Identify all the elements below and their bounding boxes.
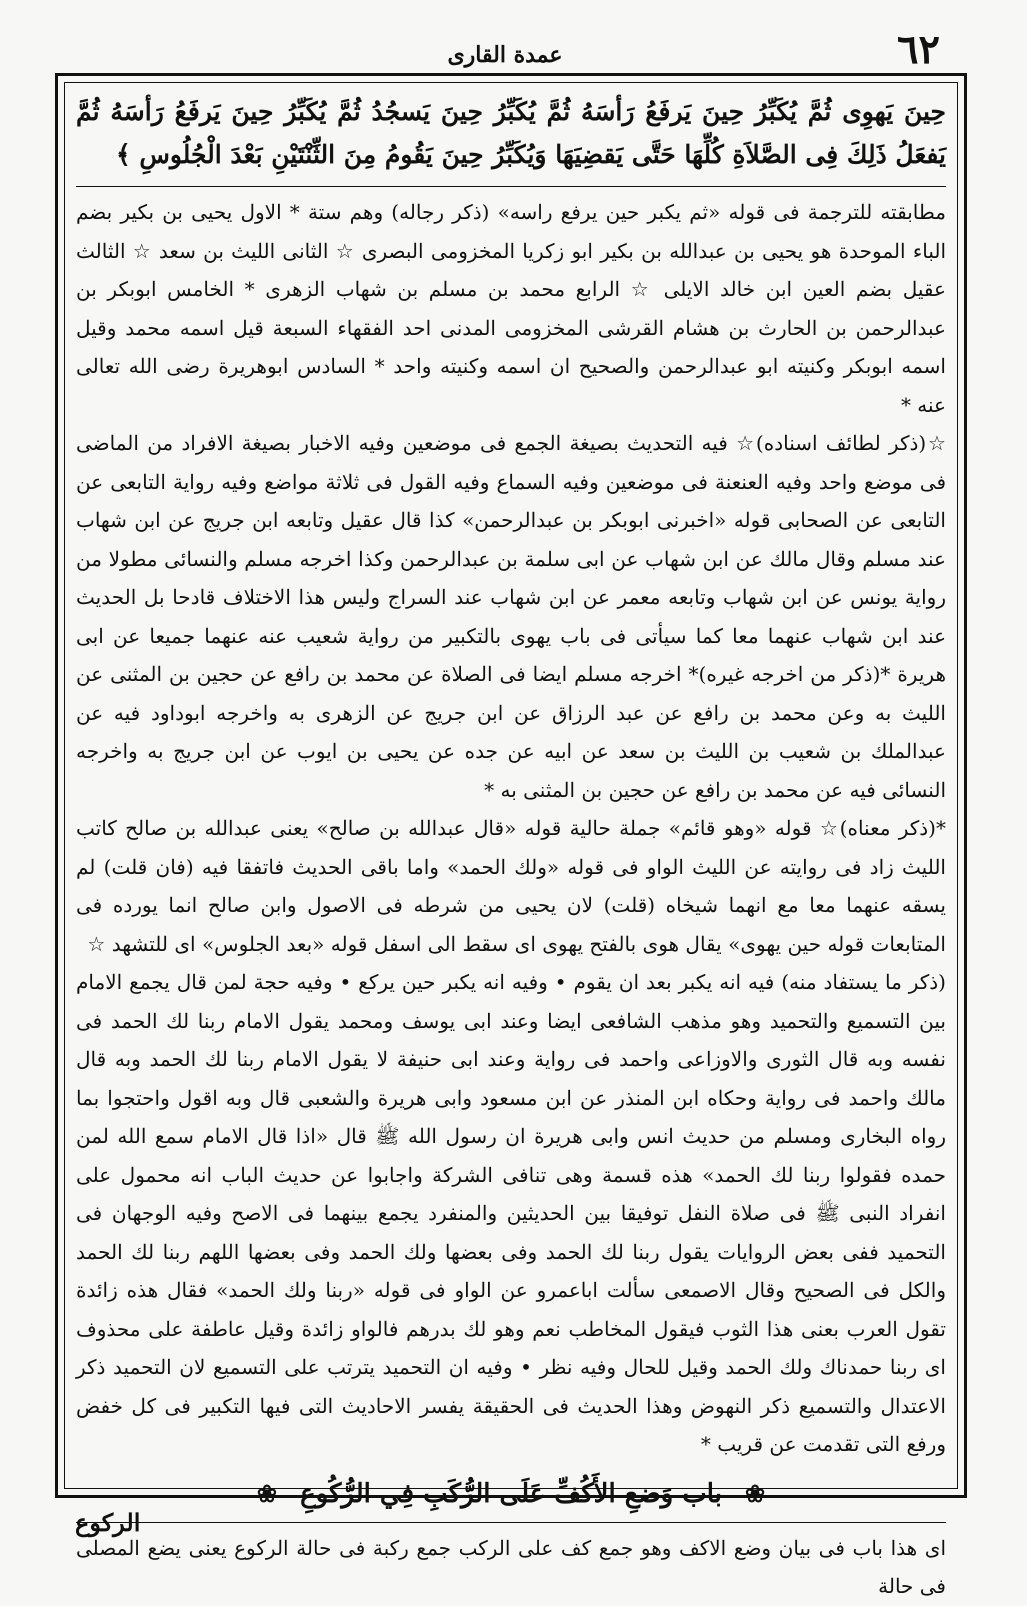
paragraph-meaning: *(ذکر معناه)☆ قوله «وهو قائم» جملة حالیة قوله «قال عبدالله بن صالح» یعنی عبدالله بن صالح کاتب اللیث زاد فی روایته عن اللیث الواو فی قوله «ولك الحمد» واما باقی الحدیث فاتفقا فیه (فان قلت) لم یسقه عنهما معا مع انهما شیخاه (قلت) لان یحیی من شرطه فی الاصول وابن صالح انما یورده فی المتابعات قوله حین یهوی» یقال هوی بالفتح یهوی ای سقط الی اسفل قوله «بعد الجلوس» ای للتشهد ☆ [76, 816, 946, 956]
page-frame [55, 73, 967, 1598]
paragraph-benefits: (ذکر ما یستفاد منه) فیه انه یکبر بعد ان یقوم • وفیه انه یکبر حین یرکع • وفیه حجة لمن قال یجمع الامام بین التسمیع والتحمید وهو مذهب الشافعی ایضا وعند ابی یوسف ومحمد یقول الامام ربنا لك الحمد فی نفسه وبه قال الثوری والاوزاعی واحمد فی روایة وعند ابی حنیفة لا یقول الامام ربنا لك الحمد وبه قال مالك واحمد فی روایة وحکاه ابن المنذر عن ابن مسعود وابی هریرة والشعبی قال وبه اقول واحتجوا بما رواه البخاری ومسلم من حدیث انس وابی هریرة ان رسول الله ﷺ قال «اذا قال الامام سمع الله لمن حمده فقولوا ربنا لك الحمد» هذه قسمة وهی تنافی الشرکة واجابوا عن حدیث الباب انه محمول علی انفراد النبی ﷺ فی صلاة النفل توفیقا بین الحدیثین والمنفرد یجمع بینهما فی الاصح وفیه الوجهان فی التحمید ففی بعض الروایات یقول ربنا لك الحمد وفی بعضها ولك الحمد وفی بعضها اللهم ربنا لك الحمد والکل فی الصحیح وقال الاصمعی سألت اباعمرو عن الواو فی قوله «ربنا ولك الحمد» فقال هذه زائدة تقول العرب بعنی هذا الثوب فیقول المخاطب نعم وهو لك بدرهم فالواو زائدة وقیل عاطفة علی محذوف ای ربنا حمدناك ولك الحمد وقیل للحال وفیه نظر • وفیه ان التحمید یترتب علی التسمیع لان التحمید ذکر الاعتدال والتسمیع ذکر النهوض وهذا الحدیث فی الحقیقة یفسر الاحادیث التی فیها التکبیر فی کل خفض ورفع التی تقدمت عن قریب * [76, 970, 946, 1456]
paragraph-chapter-explanation: ای هذا باب فی بیان وضع الاکف وهو جمع کف علی الرکب جمع رکبة فی حالة الرکوع یعنی یضع المصلی فی حالة [76, 1535, 946, 1598]
catchword: الرکوع [75, 1508, 141, 1537]
paragraph-isnad: ☆(ذکر لطائف اسناده)☆ فیه التحدیث بصیغة الجمع فی موضعین وفیه الاخبار بصیغة الافراد من الماضی فی موضع واحد وفیه العنعنة فی موضعین وفیه السماع وفیه القول فی ثلاثة مواضع وفیه روایة التابعی عن التابعی عن الصحابی قوله «اخبرنی ابوبکر بن عبدالرحمن» کذا قال عقیل وتابعه ابن جریج عن ابن شهاب عند مسلم وقال مالك عن ابن شهاب عن ابی سلمة بن عبدالرحمن وکذا اخرجه مسلم والنسائی مطولا من روایة یونس عن ابن شهاب وتابعه معمر عن ابن شهاب عند السراج ولیس هذا الاختلاف قادحا بل الحدیث عند ابن شهاب عنهما معا کما سیأتی فی باب یهوی بالتکبیر من روایة شعیب عنه عنهما جمیعا عن ابی هریرة *(ذکر من اخرجه غیره)* اخرجه مسلم ایضا فی الصلاة عن محمد بن رافع عن حجین بن المثنی عن اللیث به وعن محمد بن رافع عن عبد الرزاق عن ابن جریج عن الزهری به واخرجه ابوداود فیه عن عبدالملك بن شعیب بن اللیث بن سعد عن ابیه عن جده عن یحیی بن ایوب عن ابن جریج به واخرجه النسائی فیه عن محمد بن رافع عن حجین بن المثنی به * [76, 431, 947, 802]
page-header [60, 26, 950, 73]
main-text [76, 90, 947, 1598]
ornament-right-icon: ❀ [745, 1478, 766, 1508]
chapter-title: باب وَضعِ الأَكُفِّ عَلَى الرُّكَبِ فِي الرُّكُوعِ [300, 1478, 722, 1509]
hadith-text: حِينَ يَهوِی ثُمَّ یُكَبِّرُ حِينَ يَرفَعُ رَأسَهُ ثُمَّ يُكَبِّرُ حِينَ يَسجُدُ ثُمَّ یُکَبِّرُ حِينَ يَرفَعُ رَأسَهُ ثُمَّ يَفعَلُ ذَلِكَ فِی الصَّلاَةِ كُلِّهَا حَتَّى يَقضِيَهَا وَيُكَبِّرُ حِينَ يَقُومُ مِنَ الثِّنْتَيْنِ بَعْدَ الْجُلُوسِ ﴾ [76, 97, 946, 169]
chapter-heading [76, 1474, 946, 1514]
divider [76, 1522, 946, 1523]
running-title: عمدة القاری [447, 42, 563, 68]
page-number: ٦٢ [897, 26, 940, 73]
divider [76, 186, 946, 187]
ornament-left-icon: ❀ [256, 1478, 277, 1508]
paragraph-narrators: مطابقته للترجمة فی قوله «ثم یکبر حین یرفع راسه» (ذکر رجاله) وهم ستة * الاول یحیی بن بکیر بضم الباء الموحدة هو یحیی بن عبدالله بن بکیر ابو زکریا المخزومی البصری ☆ الثانی اللیث بن سعد ☆ الثالث عقیل بضم العین ابن خالد الایلی ☆ الرابع محمد بن مسلم بن شهاب الزهری * الخامس ابوبکر بن عبدالرحمن بن الحارث بن هشام القرشی المخزومی المدنی احد الفقهاء السبعة قیل اسمه محمد وقیل اسمه ابوبکر وکنیته ابو عبدالرحمن والصحیح ان اسمه وکنیته واحد * السادس ابوهریرة رضی الله تعالی عنه * [76, 200, 946, 417]
